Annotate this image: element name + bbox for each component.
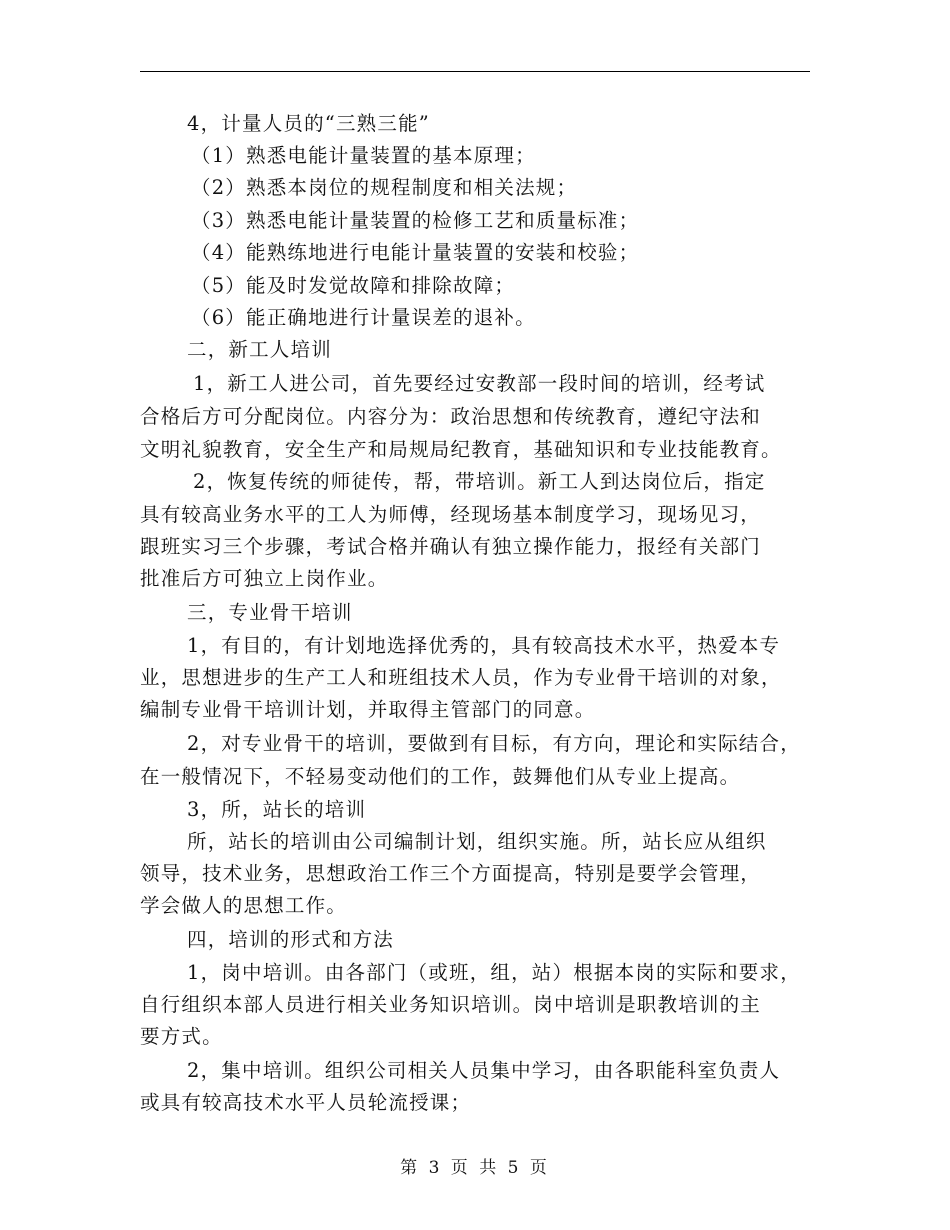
text-line: （6）能正确地进行计量误差的退补。	[191, 306, 536, 329]
text-line: 领导，技术业务，思想政治工作三个方面提高，特别是要学会管理，	[140, 862, 762, 885]
text-line: （5）能及时发觉故障和排除故障；	[191, 274, 516, 297]
section-heading: 四，培训的形式和方法	[187, 928, 395, 951]
section-heading: 3，所，站长的培训	[187, 798, 367, 821]
text-line: 业，思想进步的生产工人和班组技术人员，作为专业骨干培训的对象，	[140, 666, 782, 689]
text-line: 跟班实习三个步骤，考试合格并确认有独立操作能力，报经有关部门	[140, 535, 762, 558]
text-line: 所，站长的培训由公司编制计划，组织实施。所，站长应从组织	[187, 830, 767, 853]
text-line: 具有较高业务水平的工人为师傅，经现场基本制度学习，现场见习，	[140, 503, 762, 526]
text-line: 编制专业骨干培训计划，并取得主管部门的同意。	[140, 698, 596, 721]
text-line: 批准后方可独立上岗作业。	[140, 567, 389, 590]
text-line: 2，恢复传统的师徒传，帮，带培训。新工人到达岗位后，指定	[193, 470, 766, 493]
page-number: 第 3 页 共 5 页	[400, 1158, 550, 1178]
text-line: （3）熟悉电能计量装置的检修工艺和质量标准；	[191, 209, 640, 232]
text-line: （4）能熟练地进行电能计量装置的安装和校验；	[191, 241, 640, 264]
text-line: 在一般情况下，不轻易变动他们的工作，鼓舞他们从专业上提高。	[140, 765, 741, 788]
text-line: 或具有较高技术水平人员轮流授课；	[140, 1091, 472, 1114]
text-line: 文明礼貌教育，安全生产和局规局纪教育，基础知识和专业技能教育。	[140, 438, 782, 461]
text-line: 4，计量人员的“三熟三能”	[187, 112, 430, 135]
text-line: （1）熟悉电能计量装置的基本原理；	[191, 144, 536, 167]
text-line: 自行组织本部人员进行相关业务知识培训。岗中培训是职教培训的主	[140, 993, 762, 1016]
text-line: 要方式。	[140, 1025, 223, 1048]
text-line: （2）熟悉本岗位的规程制度和相关法规；	[191, 176, 578, 199]
text-line: 2，集中培训。组织公司相关人员集中学习，由各职能科室负责人	[187, 1059, 781, 1082]
text-line: 1，新工人进公司，首先要经过安教部一段时间的培训，经考试	[193, 372, 766, 395]
section-heading: 三，专业骨干培训	[187, 601, 353, 624]
text-line: 1，岗中培训。由各部门（或班，组，站）根据本岗的实际和要求，	[187, 961, 801, 984]
text-line: 2，对专业骨干的培训，要做到有目标，有方向，理论和实际结合，	[187, 732, 801, 755]
section-heading: 二，新工人培训	[187, 338, 332, 361]
text-line: 合格后方可分配岗位。内容分为：政治思想和传统教育，遵纪守法和	[140, 405, 762, 428]
text-line: 1，有目的，有计划地选择优秀的，具有较高技术水平，热爱本专	[187, 634, 781, 657]
header-rule	[140, 71, 810, 72]
text-line: 学会做人的思想工作。	[140, 894, 348, 917]
